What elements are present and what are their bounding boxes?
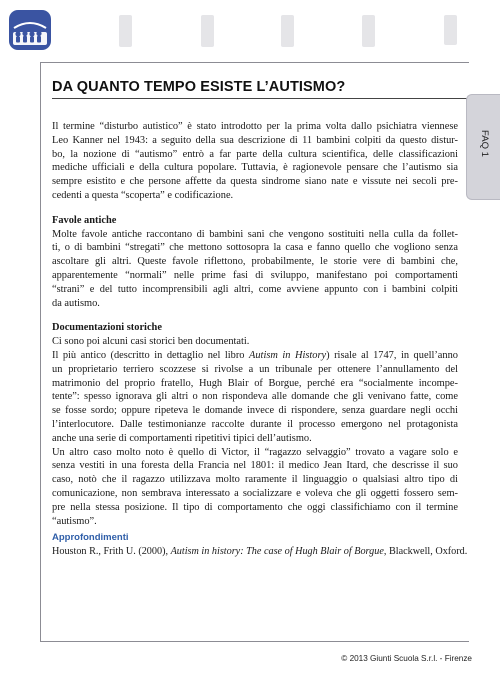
decorative-tab-strip	[0, 15, 500, 49]
approfondimenti-heading: Approfondimenti	[52, 532, 129, 543]
text-fragment: ) risale al 1747, in quell’anno	[326, 349, 458, 361]
copyright-footer: © 2013 Giunti Scuola S.r.l. - Firenze	[341, 654, 472, 663]
decorative-tab	[281, 15, 294, 47]
text-line: matrimonio del proprio fratello, Hugh Blair of Borgue, perché era “socialmente incompe-	[52, 377, 458, 389]
text-line: senza vestiti in una foresta della Francia nel 1801: il medico Jean Itard, che descrisse il suo	[52, 460, 458, 472]
text-line: Molte favole antiche raccontano di bambini sani che vengono sostituiti nella culla da follet-	[52, 228, 458, 240]
decorative-tab	[201, 15, 214, 47]
text-line: Un altro caso molto noto è quello di Victor, il “ragazzo selvaggio” trovato a vagare solo e	[52, 446, 458, 458]
text-line: se fosse sordo; oppure ripeteva le domande invece di rispondere, senza guardare negli occhi	[52, 405, 458, 417]
book-title: Autism in History	[249, 349, 327, 361]
text-line: Ci sono poi alcuni casi storici ben documentati.	[52, 336, 250, 348]
text-line-book	[52, 349, 458, 363]
faq-side-tab-label: FAQ 1	[479, 130, 490, 157]
text-line: sempre esistito e che persone affette da questa sindrome siano nate e vissute nei secoli pre-	[52, 176, 458, 188]
text-fragment: Il più antico (descritto in dettaglio nel libro	[52, 349, 250, 361]
text-line: comunicazione, non sembrava interessato a socializzare e voleva che gli oggetti fossero sem-	[52, 487, 458, 499]
text-line: Il termine “disturbo autistico” è stato introdotto per la prima volta dallo psichiatra viennese	[52, 121, 458, 132]
text-line: pre nella stessa posizione. Il tipo di comportamento che oggi classifichiamo con il termine	[52, 501, 458, 513]
favole-paragraph	[52, 228, 458, 311]
section-heading-favole: Favole antiche	[52, 214, 117, 226]
text-line: apparentemente “normali” nelle prime fasi di sviluppo, manifestano poi comportamenti	[52, 269, 458, 281]
text-line: un proprietario terriero scozzese si rivolse a un tribunale per ottenere l’annullamento del	[52, 363, 458, 375]
page-title: DA QUANTO TEMPO ESISTE L’AUTISMO?	[52, 79, 346, 95]
text-line: mediche ufficiali e della cultura popolare. Tuttavia, è ragionevole pensare che l’autismo sia	[52, 162, 458, 174]
text-line: da autismo.	[52, 297, 100, 309]
decorative-tab	[444, 15, 457, 45]
ref-authors: Houston R., Frith U. (2000),	[52, 546, 171, 557]
ref-title: Autism in history: The case of Hugh Blair of Borgue	[170, 546, 384, 557]
text-line: bo, la nozione di “autismo” entrò a far parte della cultura scientifica, delle classificazioni	[52, 148, 458, 160]
text-line: caso, notò che il ragazzo utilizzava molto raramente il linguaggio o qualsiasi altro tipo di	[52, 474, 458, 486]
text-line: ti, o di bambini “stregati” che mettono sottosopra la casa e fanno quello che vogliono senza	[52, 242, 458, 254]
section-heading-documentazioni: Documentazioni storiche	[52, 322, 162, 334]
title-divider	[52, 98, 468, 99]
text-line: anche una serie di comportamenti ripetitivi tipici dell’autismo.	[52, 432, 312, 444]
text-line: “strani” e del tutto incomprensibili agli altri, come avviene appunto con i bambini colpiti	[52, 283, 458, 295]
text-line: ascoltare gli altri. Queste favole riflettono, probabilmente, le storie vere di bambini che,	[52, 256, 458, 268]
documentazioni-paragraph	[52, 335, 458, 528]
article-body	[52, 120, 458, 528]
bibliography-reference	[52, 546, 467, 557]
ref-publisher: , Blackwell, Oxford.	[383, 546, 468, 557]
decorative-tab	[119, 15, 132, 47]
decorative-tab	[362, 15, 375, 47]
text-line: Leo Kanner nel 1943: a seguito della sua descrizione di 11 bambini colpiti da questo distur-	[52, 134, 458, 146]
text-line: tente”: spesso ignorava gli altri o non rispondeva alle domande che gli venivano fatte, come	[52, 391, 458, 403]
text-line: “autismo”.	[52, 515, 97, 527]
intro-paragraph	[52, 120, 458, 203]
text-line: l’interlocutore. Dalle testimonianze raccolte durante il processo emergono nel protagonista	[52, 418, 458, 430]
text-line: cedenti a questa “scoperta” e codificazione.	[52, 189, 234, 201]
